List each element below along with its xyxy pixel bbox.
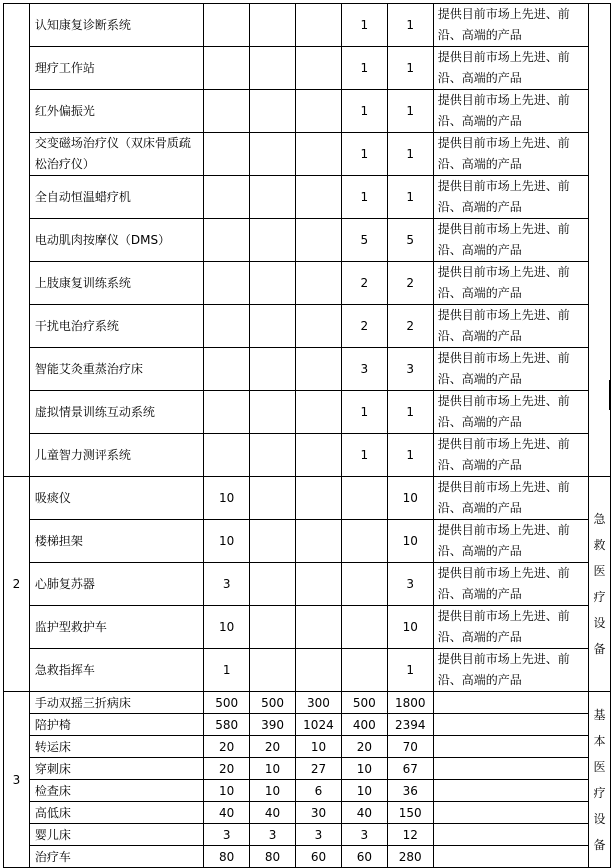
table-row: [4, 4, 611, 47]
total-qty-cell: 280: [387, 846, 433, 868]
table-row: [4, 846, 611, 868]
qty-cell-v1: 10: [204, 520, 250, 563]
qty-cell-v2: [250, 391, 296, 434]
table-row: [4, 133, 611, 176]
qty-cell-v4: 1: [341, 434, 387, 477]
category-cell: [588, 4, 610, 477]
qty-cell-v2: 3: [250, 824, 296, 846]
qty-cell-v4: 10: [341, 780, 387, 802]
qty-cell-v1: 40: [204, 802, 250, 824]
table-row: [4, 47, 611, 90]
total-qty-cell: 1: [387, 133, 433, 176]
total-qty-cell: 150: [387, 802, 433, 824]
qty-cell-v4: 60: [341, 846, 387, 868]
table-row: [4, 391, 611, 434]
requirement-cell: 提供目前市场上先进、前沿、高端的产品: [433, 649, 588, 692]
requirement-cell: 提供目前市场上先进、前沿、高端的产品: [433, 176, 588, 219]
requirement-cell: 提供目前市场上先进、前沿、高端的产品: [433, 90, 588, 133]
table-row: [4, 606, 611, 649]
category-label: 基 本 医 疗 设 备: [593, 707, 606, 852]
requirement-cell: 提供目前市场上先进、前沿、高端的产品: [433, 477, 588, 520]
qty-cell-v3: [296, 219, 342, 262]
category-label: 急 救 医 疗 设 备: [593, 512, 606, 656]
qty-cell-v1: 10: [204, 477, 250, 520]
qty-cell-v4: 1: [341, 47, 387, 90]
requirement-cell: [433, 736, 588, 758]
qty-cell-v4: [341, 520, 387, 563]
page-edge-mark: [609, 380, 610, 410]
qty-cell-v3: [296, 477, 342, 520]
qty-cell-v4: 2: [341, 262, 387, 305]
qty-cell-v4: 2: [341, 305, 387, 348]
requirement-cell: 提供目前市场上先进、前沿、高端的产品: [433, 563, 588, 606]
qty-cell-v1: 1: [204, 649, 250, 692]
table-row: [4, 758, 611, 780]
qty-cell-v3: [296, 133, 342, 176]
item-name-cell: 理疗工作站: [29, 47, 203, 90]
qty-cell-v2: [250, 649, 296, 692]
table-row: [4, 305, 611, 348]
qty-cell-v2: [250, 219, 296, 262]
qty-cell-v4: [341, 606, 387, 649]
requirement-cell: [433, 824, 588, 846]
table-body: [4, 4, 611, 868]
qty-cell-v4: 20: [341, 736, 387, 758]
total-qty-cell: 36: [387, 780, 433, 802]
table-row: [4, 649, 611, 692]
total-qty-cell: 2394: [387, 714, 433, 736]
qty-cell-v1: [204, 133, 250, 176]
item-name-cell: 干扰电治疗系统: [29, 305, 203, 348]
qty-cell-v1: [204, 4, 250, 47]
table-row: [4, 262, 611, 305]
qty-cell-v4: [341, 649, 387, 692]
qty-cell-v2: [250, 477, 296, 520]
item-name-cell: 楼梯担架: [29, 520, 203, 563]
qty-cell-v3: [296, 563, 342, 606]
requirement-cell: 提供目前市场上先进、前沿、高端的产品: [433, 133, 588, 176]
equipment-table: [3, 3, 611, 868]
qty-cell-v3: [296, 606, 342, 649]
table-row: [4, 824, 611, 846]
qty-cell-v4: [341, 477, 387, 520]
qty-cell-v2: [250, 262, 296, 305]
group-index-cell: [4, 4, 30, 477]
qty-cell-v3: [296, 649, 342, 692]
group-index-cell: 3: [4, 692, 30, 868]
qty-cell-v3: 27: [296, 758, 342, 780]
qty-cell-v2: [250, 434, 296, 477]
total-qty-cell: 70: [387, 736, 433, 758]
qty-cell-v1: [204, 305, 250, 348]
table-row: [4, 692, 611, 714]
qty-cell-v2: [250, 348, 296, 391]
item-name-cell: 转运床: [29, 736, 203, 758]
table-row: [4, 714, 611, 736]
qty-cell-v1: 3: [204, 824, 250, 846]
item-name-cell: 穿刺床: [29, 758, 203, 780]
total-qty-cell: 1: [387, 176, 433, 219]
qty-cell-v1: 20: [204, 736, 250, 758]
qty-cell-v3: [296, 90, 342, 133]
qty-cell-v3: [296, 305, 342, 348]
qty-cell-v2: [250, 176, 296, 219]
qty-cell-v3: [296, 520, 342, 563]
item-name-cell: 急救指挥车: [29, 649, 203, 692]
qty-cell-v3: 30: [296, 802, 342, 824]
total-qty-cell: 1: [387, 90, 433, 133]
total-qty-cell: 10: [387, 477, 433, 520]
total-qty-cell: 1800: [387, 692, 433, 714]
requirement-cell: 提供目前市场上先进、前沿、高端的产品: [433, 4, 588, 47]
total-qty-cell: 5: [387, 219, 433, 262]
item-name-cell: 检查床: [29, 780, 203, 802]
total-qty-cell: 3: [387, 563, 433, 606]
table-row: [4, 802, 611, 824]
item-name-cell: 手动双摇三折病床: [29, 692, 203, 714]
table-row: [4, 219, 611, 262]
total-qty-cell: 10: [387, 606, 433, 649]
total-qty-cell: 1: [387, 649, 433, 692]
qty-cell-v2: 20: [250, 736, 296, 758]
qty-cell-v3: [296, 348, 342, 391]
qty-cell-v1: [204, 262, 250, 305]
qty-cell-v1: [204, 176, 250, 219]
qty-cell-v2: 40: [250, 802, 296, 824]
total-qty-cell: 10: [387, 520, 433, 563]
qty-cell-v2: [250, 90, 296, 133]
qty-cell-v1: [204, 90, 250, 133]
requirement-cell: 提供目前市场上先进、前沿、高端的产品: [433, 606, 588, 649]
total-qty-cell: 67: [387, 758, 433, 780]
item-name-cell: 心肺复苏器: [29, 563, 203, 606]
qty-cell-v3: 10: [296, 736, 342, 758]
requirement-cell: [433, 758, 588, 780]
group-index-cell: 2: [4, 477, 30, 692]
qty-cell-v2: 390: [250, 714, 296, 736]
qty-cell-v3: 6: [296, 780, 342, 802]
requirement-cell: 提供目前市场上先进、前沿、高端的产品: [433, 305, 588, 348]
item-name-cell: 上肢康复训练系统: [29, 262, 203, 305]
qty-cell-v2: 10: [250, 758, 296, 780]
qty-cell-v2: [250, 563, 296, 606]
item-name-cell: 吸痰仪: [29, 477, 203, 520]
requirement-cell: 提供目前市场上先进、前沿、高端的产品: [433, 391, 588, 434]
qty-cell-v1: [204, 434, 250, 477]
item-name-cell: 高低床: [29, 802, 203, 824]
table-row: [4, 176, 611, 219]
qty-cell-v4: 1: [341, 176, 387, 219]
requirement-cell: [433, 714, 588, 736]
qty-cell-v3: 300: [296, 692, 342, 714]
qty-cell-v4: 1: [341, 90, 387, 133]
requirement-cell: 提供目前市场上先进、前沿、高端的产品: [433, 47, 588, 90]
item-name-cell: 婴儿床: [29, 824, 203, 846]
qty-cell-v4: 400: [341, 714, 387, 736]
qty-cell-v1: 580: [204, 714, 250, 736]
qty-cell-v2: 80: [250, 846, 296, 868]
qty-cell-v3: [296, 434, 342, 477]
qty-cell-v2: [250, 520, 296, 563]
qty-cell-v1: 20: [204, 758, 250, 780]
total-qty-cell: 12: [387, 824, 433, 846]
qty-cell-v3: 1024: [296, 714, 342, 736]
total-qty-cell: 2: [387, 262, 433, 305]
total-qty-cell: 1: [387, 4, 433, 47]
item-name-cell: 陪护椅: [29, 714, 203, 736]
item-name-cell: 交变磁场治疗仪（双床骨质疏松治疗仪）: [29, 133, 203, 176]
requirement-cell: 提供目前市场上先进、前沿、高端的产品: [433, 219, 588, 262]
table-row: [4, 348, 611, 391]
item-name-cell: 认知康复诊断系统: [29, 4, 203, 47]
table-row: [4, 90, 611, 133]
table-row: [4, 780, 611, 802]
item-name-cell: 全自动恒温蜡疗机: [29, 176, 203, 219]
qty-cell-v2: [250, 47, 296, 90]
qty-cell-v3: 60: [296, 846, 342, 868]
qty-cell-v4: 1: [341, 4, 387, 47]
table-row: [4, 477, 611, 520]
qty-cell-v1: [204, 391, 250, 434]
qty-cell-v4: [341, 563, 387, 606]
qty-cell-v2: [250, 133, 296, 176]
qty-cell-v3: [296, 391, 342, 434]
requirement-cell: 提供目前市场上先进、前沿、高端的产品: [433, 434, 588, 477]
requirement-cell: 提供目前市场上先进、前沿、高端的产品: [433, 520, 588, 563]
qty-cell-v4: 10: [341, 758, 387, 780]
qty-cell-v4: 3: [341, 348, 387, 391]
qty-cell-v2: [250, 4, 296, 47]
qty-cell-v4: 5: [341, 219, 387, 262]
qty-cell-v4: 40: [341, 802, 387, 824]
qty-cell-v2: 500: [250, 692, 296, 714]
item-name-cell: 智能艾灸重蒸治疗床: [29, 348, 203, 391]
category-cell: [588, 692, 610, 868]
qty-cell-v1: 10: [204, 780, 250, 802]
qty-cell-v1: [204, 219, 250, 262]
requirement-cell: 提供目前市场上先进、前沿、高端的产品: [433, 262, 588, 305]
qty-cell-v2: [250, 606, 296, 649]
qty-cell-v4: 3: [341, 824, 387, 846]
qty-cell-v2: [250, 305, 296, 348]
qty-cell-v3: [296, 4, 342, 47]
requirement-cell: [433, 846, 588, 868]
table-row: [4, 520, 611, 563]
qty-cell-v1: 500: [204, 692, 250, 714]
category-cell: [588, 477, 610, 692]
qty-cell-v1: [204, 47, 250, 90]
requirement-cell: [433, 692, 588, 714]
item-name-cell: 红外偏振光: [29, 90, 203, 133]
qty-cell-v3: 3: [296, 824, 342, 846]
total-qty-cell: 1: [387, 47, 433, 90]
qty-cell-v4: 500: [341, 692, 387, 714]
qty-cell-v1: 80: [204, 846, 250, 868]
qty-cell-v1: 10: [204, 606, 250, 649]
total-qty-cell: 3: [387, 348, 433, 391]
qty-cell-v1: [204, 348, 250, 391]
qty-cell-v4: 1: [341, 391, 387, 434]
table-row: [4, 736, 611, 758]
total-qty-cell: 1: [387, 434, 433, 477]
item-name-cell: 儿童智力测评系统: [29, 434, 203, 477]
qty-cell-v4: 1: [341, 133, 387, 176]
item-name-cell: 治疗车: [29, 846, 203, 868]
qty-cell-v3: [296, 47, 342, 90]
requirement-cell: [433, 802, 588, 824]
requirement-cell: [433, 780, 588, 802]
total-qty-cell: 2: [387, 305, 433, 348]
qty-cell-v3: [296, 262, 342, 305]
total-qty-cell: 1: [387, 391, 433, 434]
qty-cell-v2: 10: [250, 780, 296, 802]
item-name-cell: 电动肌肉按摩仪（DMS）: [29, 219, 203, 262]
requirement-cell: 提供目前市场上先进、前沿、高端的产品: [433, 348, 588, 391]
table-row: [4, 434, 611, 477]
qty-cell-v3: [296, 176, 342, 219]
item-name-cell: 虚拟情景训练互动系统: [29, 391, 203, 434]
table-row: [4, 563, 611, 606]
qty-cell-v1: 3: [204, 563, 250, 606]
item-name-cell: 监护型救护车: [29, 606, 203, 649]
